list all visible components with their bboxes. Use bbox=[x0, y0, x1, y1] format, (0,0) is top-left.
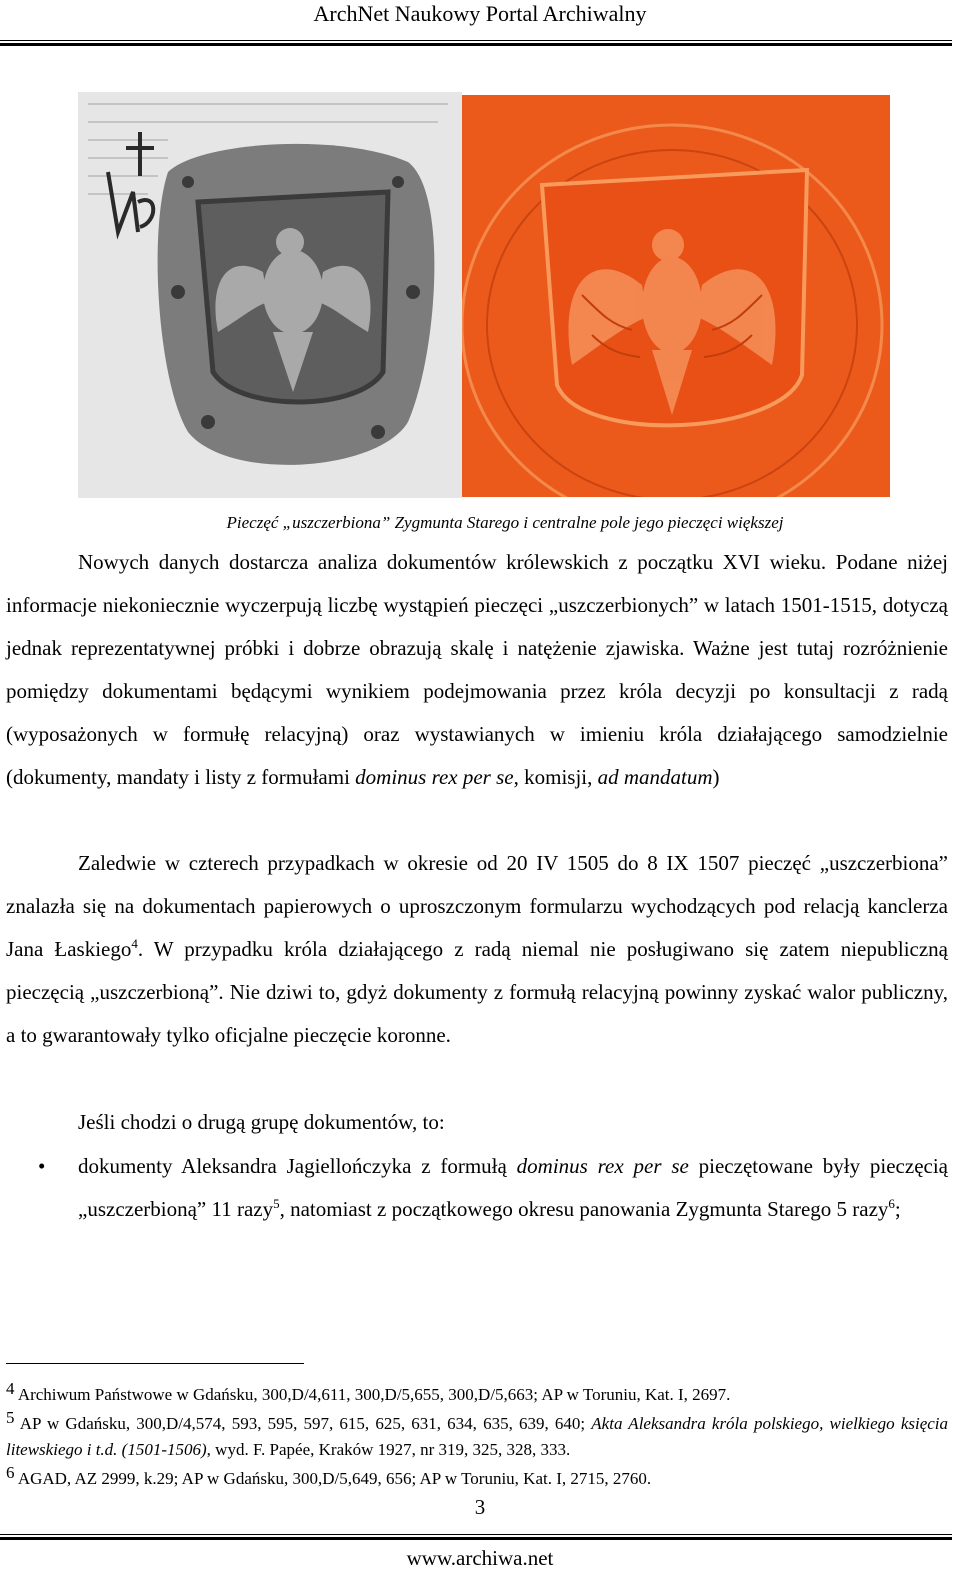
footnote-text-2: , wyd. F. Papée, Kraków 1927, nr 319, 325, 328, 333. bbox=[206, 1440, 571, 1459]
figure-caption bbox=[0, 509, 960, 537]
footnote-text: Archiwum Państwowe w Gdańsku, 300,D/4,611, 300,D/5,655, 300,D/5,663; AP w Toruniu, Kat. I, 2697. bbox=[17, 1385, 731, 1404]
bullet-item bbox=[78, 1145, 948, 1231]
footnote-number: 6 bbox=[6, 1463, 15, 1482]
bullet-italic: dominus rex per se bbox=[516, 1154, 689, 1178]
footnote-ref-6[interactable]: 6 bbox=[888, 1196, 895, 1211]
footnote-6 bbox=[6, 1463, 948, 1492]
page-number: 3 bbox=[474, 1495, 486, 1519]
paragraph-2 bbox=[6, 842, 948, 1057]
page-header bbox=[0, 0, 960, 44]
seal-photo-gray bbox=[78, 92, 462, 498]
footnote-5 bbox=[6, 1408, 949, 1463]
paragraph-1 bbox=[6, 541, 948, 799]
footnote-ref-5[interactable]: 5 bbox=[273, 1196, 280, 1211]
paragraph-3 bbox=[6, 1101, 948, 1144]
footnote-number: 4 bbox=[6, 1379, 15, 1398]
footnote-ref-4[interactable]: 4 bbox=[131, 936, 138, 951]
paragraph-1-text: Nowych danych dostarcza analiza dokumentów królewskich z początku XVI wieku. Podane niżej informacje niekoniecznie wyczerpują liczbę wystąpień pieczęci „uszczerbionych” w latach 1501-1515, dotyczą jednak reprezentatywnej próbki i dobrze obrazują skalę i natężenie zjawiska. Ważne jest tutaj rozróżnienie pomiędzy dokumentami będącymi wynikiem podejmowania przez króla decyzji po konsultacji z radą (wyposażonych w formułę relacyjną) oraz wystawianych w imieniu króla działającego samodzielnie (dokumenty, mandaty i listy z formułami bbox=[6, 550, 948, 789]
paragraph-1-text-2: , komisji, bbox=[513, 765, 598, 789]
paragraph-2-text: Zaledwie w czterech przypadkach w okresie od 20 IV 1505 do 8 IX 1507 pieczęć „uszczerbiona” znalazła się na dokumentach papierowych o uproszczonym formularzu wychodzących pod relacją kanclerza Jana Łaskiego bbox=[6, 851, 948, 961]
footnote-number: 5 bbox=[6, 1408, 15, 1427]
paragraph-2-text-2: . W przypadku króla działającego z radą niemal nie posługiwano się zatem niepubliczną pieczęcią „uszczerbioną”. Nie dziwi to, gdyż dokumenty z formułą relacyjną powinny zyskać walor publiczny, a to gwarantowały tylko oficjalne pieczęcie koronne. bbox=[6, 937, 948, 1047]
portal-title: ArchNet Naukowy Portal Archiwalny bbox=[313, 1, 647, 26]
footnote-italic: Akta Aleksandra króla polskiego, wielkiego księcia litewskiego i t.d. (1501-1506) bbox=[6, 1414, 949, 1459]
paragraph-3-text: Jeśli chodzi o drugą grupę dokumentów, to: bbox=[78, 1110, 445, 1134]
footer-rule-thin bbox=[0, 1534, 952, 1535]
seal-photo-red bbox=[462, 95, 890, 497]
paragraph-1-italic-1: dominus rex per se bbox=[355, 765, 514, 789]
header-rule-thick bbox=[0, 43, 952, 46]
footer-rule-thick bbox=[0, 1537, 952, 1540]
paragraph-1-text-3: ) bbox=[712, 765, 720, 789]
footnote-4 bbox=[6, 1379, 948, 1408]
paragraph-1-italic-2: ad mandatum bbox=[597, 765, 713, 789]
footnote-text: AGAD, AZ 2999, k.29; AP w Gdańsku, 300,D/5,649, 656; AP w Toruniu, Kat. I, 2715, 2760. bbox=[17, 1469, 652, 1488]
bullet-text-4: ; bbox=[894, 1197, 901, 1221]
bullet-text-3: , natomiast z początkowego okresu panowania Zygmunta Starego 5 razy bbox=[279, 1197, 889, 1221]
bullet-text-1: dokumenty Aleksandra Jagiellończyka z formułą bbox=[78, 1154, 517, 1178]
bullet-marker: • bbox=[38, 1154, 46, 1178]
footnote-text: AP w Gdańsku, 300,D/4,574, 593, 595, 597, 615, 625, 631, 634, 635, 639, 640; bbox=[19, 1414, 592, 1433]
header-rule-thin bbox=[0, 40, 952, 41]
figure-caption-text: Pieczęć „uszczerbiona” Zygmunta Starego i centralne pole jego pieczęci większej bbox=[226, 513, 784, 532]
footer-url[interactable]: www.archiwa.net bbox=[406, 1546, 554, 1570]
footnote-separator bbox=[6, 1363, 304, 1364]
bullet-text-2: pieczętowane były pieczęcią „uszczerbioną” 11 razy bbox=[78, 1154, 948, 1221]
